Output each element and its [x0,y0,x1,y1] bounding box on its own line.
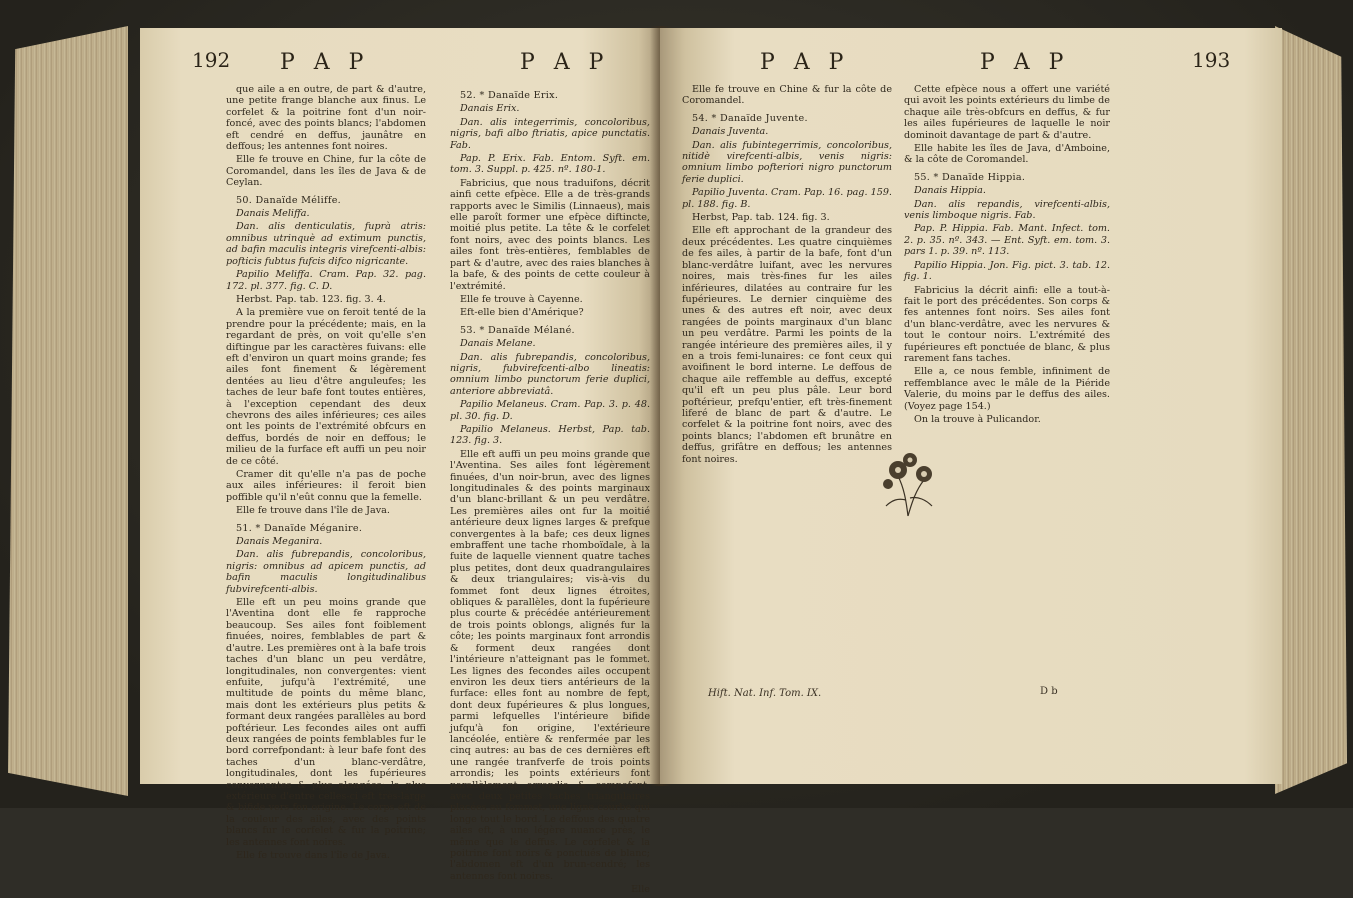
running-header-left-a: P A P [280,50,370,75]
paragraph: Elle eft un peu moins grande que l'Aventina dont elle fe rapproche beaucoup. Ses ailes font foiblement finuées, noires, femblables de part & d'autre. Les premières ont à la bafe trois taches d'un blanc un peu verdâtre, longitudinales, non convergentes: vient enfuite, jufqu'à l'extrémité, une multitude de points du même blanc, mais dont les extérieurs plus petits & formant deux rangées parallèles au bord poftérieur. Les fecondes ailes ont auffi deux rangées de points femblables fur le bord correfpondant: à leur bafe font des taches d'un blanc-verdâtre, longitudinales, dont les fupérieures convergentes & plus alongées: la plus extérieure d'entre celles-ci eft très-large & bifide vers fon origine. Le corps eft de la couleur des ailes, avec des points blancs fur le corfelet & fur la poitrine; les antennes font noires. [226,597,426,848]
species-latin-name: Danais Juventa. [692,126,769,138]
left-page [140,28,660,896]
floral-vignette-icon [868,440,948,520]
paragraph: On la trouve à Pulicandor. [914,413,1041,425]
species-heading: 54. * Danaïde Juvente. [692,112,808,124]
species-latin-name: Danais Meliffa. [236,208,310,220]
species-latin-name: Danais Melane. [460,338,536,350]
species-diagnosis: Dan. alis integerrimis, concoloribus, nigris, bafi albo ftriatis, apice punctatis. Fab. [450,116,650,151]
paragraph: Elle fe trouve à Cayenne. [460,293,583,305]
species-diagnosis: Dan. alis fubrepandis, concoloribus, nigris: omnibus ad apicem punctis, ad bafin maculis longitudinalibus fubvirefcenti-albis. [226,549,426,595]
species-diagnosis: Dan. alis fubintegerrimis, concoloribus, nitidè virefcenti-albis, venis nigris: omnium limbo pofteriori nigro punctorum ferie duplici. [682,139,892,185]
species-latin-name: Danais Meganira. [236,536,323,548]
right-column-2 [904,84,1110,427]
species-latin-name: Danais Hippia. [914,185,986,197]
reference: Pap. P. Hippia. Fab. Mant. Infect. tom. 2. p. 35. nº. 343. — Ent. Syft. em. tom. 3. pars 1. p. 39. nº. 113. [904,223,1110,258]
species-latin-name: Danais Erix. [460,103,520,115]
paragraph: Fabricius la décrit ainfi: elle a tout-à-fait le port des précédentes. Son corps & fes antennes font noirs. Ses ailes font d'un blanc-verdâtre, avec les nervures & tout le contour noirs. L'extrémité des fupérieures eft ponctuée de blanc, & plus rarement fans taches. [904,284,1110,364]
species-diagnosis: Dan. alis fubrepandis, concoloribus, nigris, fubvirefcenti-albo lineatis: omnium limbo punctorum ferie duplici, anteriore abbreviatâ. [450,351,650,397]
species-heading: 52. * Danaïde Erix. [460,90,559,101]
reference: Herbst. Pap. tab. 123. fig. 3. 4. [236,293,386,305]
paragraph: Elle a, ce nous femble, infiniment de reffemblance avec le mâle de la Piéride Valerie, du moins par le deffus des ailes. (Voyez page 154.) [904,366,1110,412]
reference: Herbst, Pap. tab. 124. fig. 3. [692,212,830,224]
running-header-right-b: P A P [980,50,1070,75]
species-heading: 55. * Danaïde Hippia. [914,171,1026,183]
left-column-1 [226,84,426,863]
page-number-left: 192 [192,48,231,72]
species-heading: 51. * Danaïde Méganire. [236,522,363,534]
reference: Papilio Melaneus. Cram. Pap. 3. p. 48. pl. 30. fig. D. [450,399,650,422]
left-page-edges [8,26,128,796]
running-header-left-b: P A P [520,50,610,75]
paragraph: Elle eft auffi un peu moins grande que l'Aventina. Ses ailes font légèrement finuées, d'un noir-brun, avec des lignes longitudinales & des points marginaux d'un blanc-brillant & un peu verdâtre. Les premières ailes ont fur la moitié antérieure deux lignes larges & prefque convergentes à la bafe; ces deux lignes embraffent une tache rhomboïdale, à la fuite de laquelle viennent quatre taches plus petites, dont deux quadrangulaires & deux triangulaires; vis-à-vis du fommet font deux lignes étroites, obliques & parallèles, dont la fupérieure plus courte & précédée antérieurement de trois points oblongs, alignés fur la côte; les points marginaux font arrondis & forment deux rangées dont l'intérieure n'atteignant pas le fommet. Les lignes des fecondes ailes occupent environ les deux tiers antérieurs de la furface: elles font au nombre de fept, dont deux fupérieures & plus longues, parmi lefquelles l'intérieure bifide jufqu'à fon origine, l'extérieure lancéolée, entière & renfermée par les cinq autres: au bas de ces dernières eft une rangée tranfverfe de trois points arrondis; les points extérieurs font parallèlement arrondis & compofent, avec deux petites taches triangulaires placées au fommet, une ligne courbe qui longe tout le bord. Le deffous des quatre ailes eft, à une légère nuance près, le même que le deffus. Le corfelet & la poitrine font noirs & ponctués de blanc; l'abdomen eft d'un brun-cendré; les antennes font noires. [450,448,650,882]
species-heading: 53. * Danaïde Mélané. [460,324,575,336]
species-heading: 50. Danaïde Méliffe. [236,194,342,206]
signature-footer: Hift. Nat. Inf. Tom. IX. [708,688,822,699]
paragraph: Elle eft approchant de la grandeur des deux précédentes. Les quatre cinquièmes de fes ailes, à partir de la bafe, font d'un blanc-verdâtre luifant, avec les nervures noires, mais très-fines fur les ailes inférieures, dilatées au contraire fur les fupérieures. Le dernier cinquième des unes & des autres eft noir, avec deux rangées de points marginaux d'un blanc un peu verdâtre. Parmi les points de la rangée intérieure des premières ailes, il y en a trois femi-lunaires: ce font ceux qui avoifinent le bord interne. Le deffous de chaque aile reffemble au deffus, excepté qu'il eft un peu plus pâle. Leur bord poftérieur, prefqu'entier, eft très-finement liferé de blanc de part & d'autre. Le corfelet & la poitrine font noirs, avec des points blancs; l'abdomen eft brunâtre en deffus, grifâtre en deffous; les antennes font noires. [682,225,892,465]
catchword: Elle [631,884,650,896]
reference: Papilio Melaneus. Herbst, Pap. tab. 123. fig. 3. [450,423,650,447]
paragraph: A la première vue on feroit tenté de la prendre pour la précédente; mais, en la regardant de près, on voit qu'elle s'en diftingue par les caractères fuivans: elle eft d'environ un quart moins grande; fes ailes font finement & légèrement dentées au lieu d'être anguleufes; les taches de leur bafe font toutes entières, à l'exception cependant des deux chevrons des ailes inférieures; ces ailes ont les points de l'extrémité obfcurs en deffus, bordés de noir en deffous; le milieu de la furface eft auffi un peu noir de ce côté. [226,307,426,467]
paragraph: Elle habite les îles de Java, d'Amboine, & la côte de Coromandel. [904,143,1110,166]
species-diagnosis: Dan. alis denticulatis, fuprà atris: omnibus utrinquè ad extimum punctis, ad bafin maculis integris virefcenti-albis: pofticis fubtus fufcis difco nigricante. [226,221,426,267]
paragraph: Cramer dit qu'elle n'a pas de poche aux ailes inférieures: il feroit bien poffible qu'il n'eût connu que la femelle. [226,469,426,503]
paragraph: Elle fe trouve en Chine & fur la côte de Coromandel. [682,84,892,107]
reference: Papilio Meliffa. Cram. Pap. 32. pag. 172. pl. 377. fig. C. D. [226,269,426,292]
reference: Papilio Juventa. Cram. Pap. 16. pag. 159. pl. 188. fig. B. [682,187,892,210]
paragraph: Cette efpèce nous a offert une variété qui avoit les points extérieurs du limbe de chaque aile très-obfcurs en deffus, & fur les ailes fupérieures de laquelle le noir dominoit davantage de part & d'autre. [904,84,1110,141]
reference: Pap. P. Erix. Fab. Entom. Syft. em. tom. 3. Suppl. p. 425. nº. 180-1. [450,153,650,176]
paragraph: Fabricius, que nous traduifons, décrit ainfi cette efpèce. Elle a de très-grands rapports avec le Similis (Linnaeus), mais elle paroît former une efpèce diftincte, moitié plus petite. La tête & le corfelet font noirs, avec des points blancs. Les ailes font très-entières, femblables de part & d'autre, avec des raies blanches à la bafe, & des points de cette couleur à l'extrémité. [450,177,650,292]
right-column-1 [682,84,892,467]
paragraph: Elle fe trouve dans l'île de Java. [236,505,390,517]
right-page-edges [1275,26,1347,794]
species-diagnosis: Dan. alis repandis, virefcenti-albis, venis limboque nigris. Fab. [904,198,1110,222]
left-column-2 [450,84,650,898]
page-number-right: 193 [1192,48,1231,72]
paragraph: que aile a en outre, de part & d'autre, une petite frange blanche aux finus. Le corfelet & la poitrine font d'un noir-foncé, avec des points blancs; l'abdomen eft cendré en deffus, jaunâtre en deffous; les antennes font noires. [226,84,426,153]
paragraph: Elle fe trouve en Chine, fur la côte de Coromandel, dans les îles de Java & de Ceylan. [226,154,426,189]
running-header-right-a: P A P [760,50,850,75]
right-page [660,28,1282,784]
paragraph: Eft-elle bien d'Amérique? [460,307,584,319]
paragraph: Elle fe trouve dans l'île de Java. [236,850,390,861]
signature-mark: D b [1040,686,1058,697]
reference: Papilio Hippia. Jon. Fig. pict. 3. tab. 12. fig. 1. [904,259,1110,283]
